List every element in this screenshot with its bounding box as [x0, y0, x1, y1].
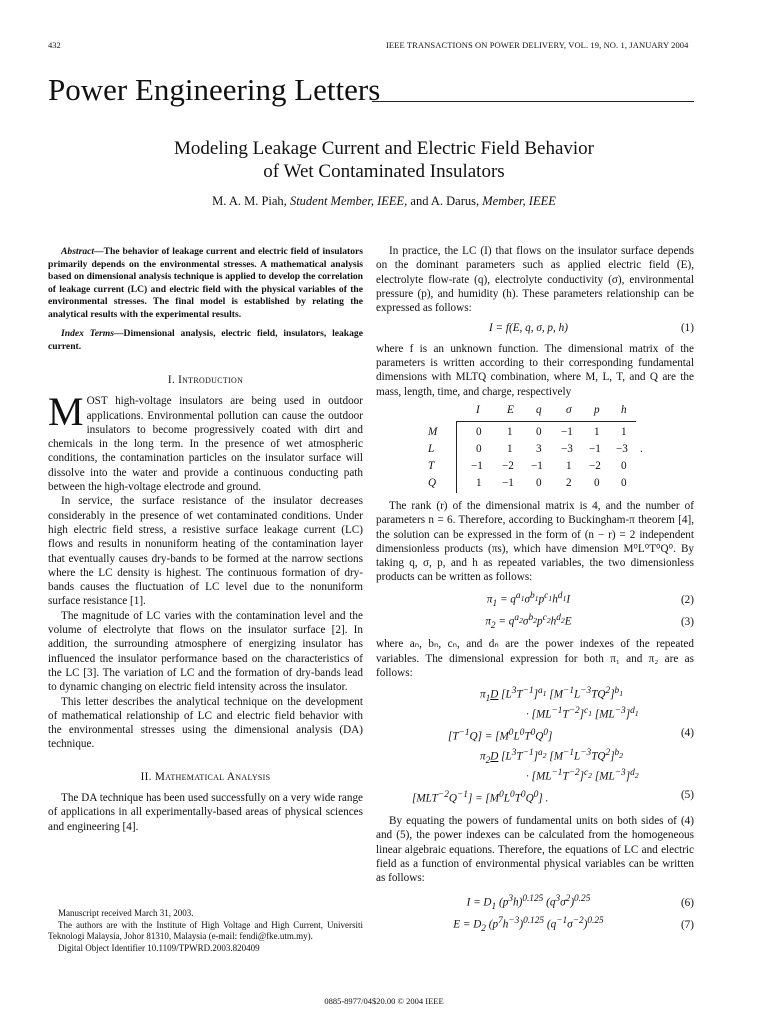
footnote-affiliation: The authors are with the Institute of High Voltage and High Current, Universiti Teknologi Malaysia, Johor 81310, Malaysia (e-mail: fendi@fke.utm.my).	[48, 919, 363, 941]
matrix-cell: −1	[531, 459, 543, 472]
index-terms	[48, 328, 363, 353]
eq4-line-2: · $[ML^{-1}T^{-2}]^{c_1}$ $[ML^{-3}]^{d_1}$	[526, 706, 639, 721]
abstract-text: The behavior of leakage current and electric field of insulators primarily depends on the environmental stresses. A mathematical analysis based on dimensional analysis technique is applied to develop the correlation of leakage current (LC) and electric field with the physical variables of the environmental stresses. The final model is established by relating the analytical results with the experimental results.	[48, 246, 363, 320]
equation-7-number: (7)	[680, 918, 694, 931]
title-line-1: Modeling Leakage Current and Electric Field Behavior	[174, 138, 594, 159]
equation-4-number: (4)	[680, 727, 694, 740]
right-paragraph-4: where aₙ, bₙ, cₙ, and dₙ are the power indexes of the repeated variables. The dimensional expression for both π₁ and π₂ are as follows:	[376, 638, 694, 679]
author-1-role: Student Member, IEEE,	[289, 194, 408, 208]
right-column	[376, 244, 694, 936]
equation-3-number: (3)	[680, 616, 694, 628]
matrix-cell: 0	[476, 425, 482, 438]
matrix-cell: 1	[566, 459, 572, 472]
matrix-cell: −3	[616, 442, 628, 455]
matrix-col-header: E	[507, 403, 514, 416]
matrix-cell: −3	[561, 442, 573, 455]
intro-paragraph-2: In service, the surface resistance of the insulator decreases considerably in the presence of wet contaminated conditions. Under high electric field stress, a resistive surface leakage current (LC) flows and results in nonuniform heating of the contamination layer that eventually causes dry-bands to be formed at the narrow sections where the LC density is highest. The continuous formation of dry-bands causes the fluctuation of LC level due to the nonuniform surface resistance [1].	[48, 495, 363, 608]
matrix-col-header: I	[476, 403, 480, 416]
matrix-bracket	[456, 421, 457, 493]
matrix-cell: 1	[507, 425, 513, 438]
matrix-cell: 0	[476, 442, 482, 455]
right-paragraph-3: The rank (r) of the dimensional matrix is 4, and the number of parameters n = 6. Therefore, according to Buckingham-π theorem [4], the solution can be expressed in the form of (n − r) = 2 independent dimensionless products (πs), which have dimension M⁰L⁰T⁰Q⁰. By taking q, σ, p, and h as repeated variables, the two dimensionless products can be written as follows:	[376, 499, 694, 584]
matrix-cell: 1	[594, 425, 600, 438]
math-heading: II. Mathematical Analysis	[140, 770, 271, 783]
matrix-rule	[456, 421, 636, 422]
matrix-cell: 2	[566, 476, 572, 489]
dimensional-matrix	[376, 403, 694, 495]
equation-2	[376, 589, 694, 611]
matrix-cell: −1	[502, 476, 514, 489]
matrix-period: .	[640, 442, 643, 455]
matrix-cell: 1	[476, 476, 482, 489]
paper-title	[0, 137, 768, 183]
matrix-cell: −1	[471, 459, 483, 472]
equation-3	[376, 611, 694, 633]
equation-1-number: (1)	[680, 322, 694, 335]
author-2: and A. Darus,	[410, 194, 480, 208]
right-paragraph-2: where f is an unknown function. The dimensional matrix of the parameters is written according to their corresponding fundamental dimensions with MLTQ combination, where M, L, T, and Q are the mass, length, time, and charge, respectively	[376, 342, 694, 398]
footnotes	[48, 908, 363, 954]
matrix-cell: 0	[536, 425, 542, 438]
math-paragraph-1: The DA technique has been used successfully on a very wide range of applications in all experimentally-based areas of physical sciences and engineering [4].	[48, 792, 363, 833]
matrix-cell: 0	[621, 459, 627, 472]
author-line	[0, 194, 768, 209]
intro-paragraph-3: The magnitude of LC varies with the contamination level and the volume of electrolyte that flows on the insulator surface [2]. In addition, the surrounding atmosphere of energizing insulator has influenced the insulator performance based on the characteristics of the LC [3]. The variation of LC and the formation of dry-bands lead to dynamic changing on electric field intensity across the insulator.	[48, 609, 363, 694]
footnote-received: Manuscript received March 31, 2003.	[58, 908, 194, 918]
drop-cap: M	[48, 389, 84, 435]
eq4-line-3: $[T^{-1}Q] = [M^0L^0T^0Q^0]$	[448, 728, 553, 743]
equation-1-body: I = f(E, q, σ, p, h)	[489, 322, 568, 335]
index-terms-text: Dimensional analysis, electric field, insulators, leakage current.	[48, 328, 363, 352]
journal-header: IEEE TRANSACTIONS ON POWER DELIVERY, VOL. 19, NO. 1, JANUARY 2004	[386, 40, 689, 50]
eq5-line-1: $\pi_2D$ $[L^3T^{-1}]^{a_2}$ $[M^{-1}L^{-3}TQ^2]^{b_2}$	[480, 748, 624, 767]
eq5-line-3: $[MLT^{-2}Q^{-1}] = [M^0L^0T^0Q^0]$ .	[412, 790, 549, 805]
index-terms-label: Index Terms—	[61, 328, 124, 339]
equations-4-5	[376, 684, 694, 806]
intro-heading: I. Introduction	[167, 374, 244, 386]
matrix-cell: 0	[536, 476, 542, 489]
footnote-doi: Digital Object Identifier 10.1109/TPWRD.2003.820409	[58, 942, 260, 953]
matrix-cell: −1	[589, 442, 601, 455]
author-1: M. A. M. Piah,	[212, 194, 287, 208]
abstract-label: Abstract—	[61, 246, 104, 257]
intro-paragraph-1: MOST high-voltage insulators are being used in outdoor applications. Environmental pollution can cause the outdoor insulators to become progressively coated with dirt and chemicals in the long term. In the presence of wet atmospheric conditions, the contamination particles on the insulator surface will dissolve into the water and provide a continuous conducting path between the high-voltage electrode and ground.	[48, 389, 363, 494]
equation-6-body: $I = D_1$ $(p^3h)^{0.125}$ $(q^3\sigma^2)^{0.25}$	[466, 893, 591, 912]
abstract	[48, 246, 363, 321]
matrix-cell: −2	[502, 459, 514, 472]
equation-1	[376, 321, 694, 335]
eq5-line-2: · $[ML^{-1}T^{-2}]^{c_2}$ $[ML^{-3}]^{d_2}$	[526, 768, 639, 783]
matrix-cell: −2	[589, 459, 601, 472]
matrix-col-header: h	[621, 403, 627, 416]
equation-2-body: $\pi_1 = q^{a_1}\sigma^{b_1}p^{c_1}h^{d_1}I$	[486, 590, 571, 609]
matrix-cell: −1	[561, 425, 573, 438]
matrix-col-header: q	[536, 403, 542, 416]
matrix-cell: 1	[621, 425, 627, 438]
equation-2-number: (2)	[680, 593, 694, 606]
section-heading: Power Engineering Letters	[48, 72, 381, 107]
equation-7	[376, 914, 694, 936]
intro-paragraph-4: This letter describes the analytical technique on the development of mathematical relationship of LC and electric field behavior with the environmental stresses using the dimensional analysis (DA) technique.	[48, 695, 363, 751]
equation-7-body: $E = D_2$ $(p^7h^{-3})^{0.125}$ $(q^{-1}\sigma^{-2})^{0.25}$	[453, 915, 604, 934]
matrix-cell: 1	[507, 442, 513, 455]
page-number: 432	[48, 40, 61, 50]
equation-6-number: (6)	[680, 896, 694, 909]
heading-rule	[372, 101, 694, 102]
eq4-line-1: $\pi_1D$ $[L^3T^{-1}]^{a_1}$ $[M^{-1}L^{-3}TQ^2]^{b_1}$	[480, 686, 624, 705]
copyright-line: 0885-8977/04$20.00 © 2004 IEEE	[324, 996, 444, 1006]
matrix-col-header: σ	[566, 403, 572, 416]
matrix-row-label: L	[428, 442, 435, 455]
equation-6	[376, 892, 694, 914]
matrix-row-label: M	[428, 425, 438, 438]
right-paragraph-5: By equating the powers of fundamental units on both sides of (4) and (5), the power indexes can be calculated from the homogeneous linear algebraic equations. Therefore, the equations of LC and electric field as a function of environmental physical variables can be written as follows:	[376, 815, 694, 885]
equation-3-body: $\pi_2 = q^{a_2}\sigma^{b_2}p^{c_2}h^{d_2}E$	[485, 613, 572, 631]
matrix-col-header: p	[594, 403, 600, 416]
left-column	[48, 246, 363, 834]
matrix-row-label: T	[428, 459, 435, 472]
author-2-role: Member, IEEE	[482, 194, 556, 208]
matrix-cell: 3	[536, 442, 542, 455]
right-paragraph-1: In practice, the LC (I) that flows on the insulator surface depends on the dominant parameters such as applied electric field (E), electrolyte flow-rate (q), electrolyte conductivity (σ), environmental pressure (p), and humidity (h). These parameters relationship can be expressed as follows:	[376, 245, 694, 315]
equation-5-number: (5)	[680, 789, 694, 802]
matrix-cell: 0	[594, 476, 600, 489]
matrix-row-label: Q	[428, 476, 437, 489]
matrix-cell: 0	[621, 476, 627, 489]
title-line-2: of Wet Contaminated Insulators	[263, 161, 505, 182]
